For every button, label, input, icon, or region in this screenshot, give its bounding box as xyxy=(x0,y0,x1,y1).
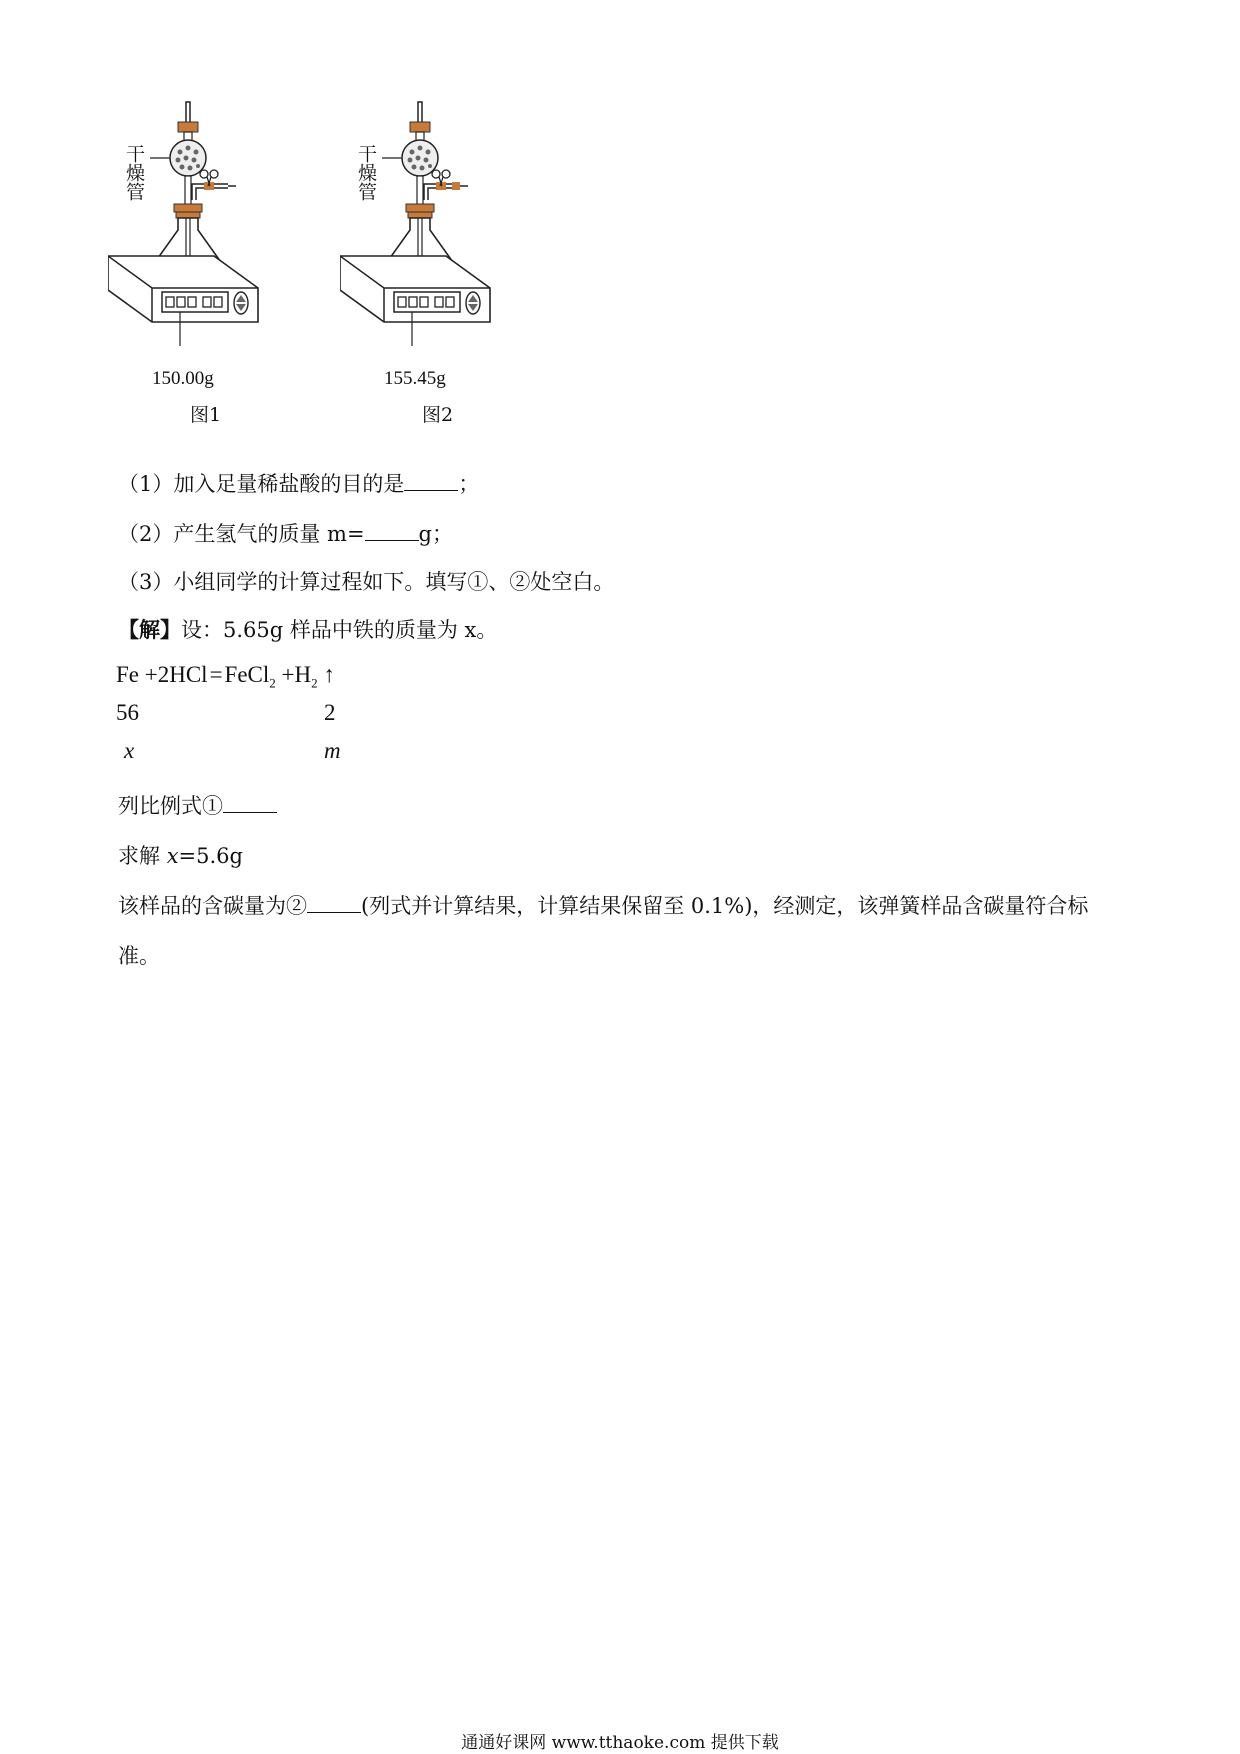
figure-1 xyxy=(108,100,308,440)
equation-h: +H xyxy=(281,662,312,687)
answer-blank xyxy=(307,894,361,913)
drying-tube-label: 干燥管 xyxy=(123,144,145,201)
equation-fecl-subscript: 2 xyxy=(269,675,276,691)
solution-setup-text: 设：5.65g 样品中铁的质量为 x。 xyxy=(181,618,498,642)
question-3: （3）小组同学的计算过程如下。填写①、②处空白。 xyxy=(118,570,615,594)
question-2 xyxy=(118,518,453,548)
apparatus-diagram-2 xyxy=(340,100,540,370)
mass-row-left: 56 xyxy=(116,700,139,725)
chemical-equation xyxy=(116,662,335,692)
proportion-text: 列比例式① xyxy=(118,794,223,818)
solve-prefix: 求解 xyxy=(118,844,167,868)
solve-value: =5.6g xyxy=(178,844,243,868)
solution-label: 【解】 xyxy=(118,617,181,642)
equation-h-subscript: 2 xyxy=(311,675,318,691)
mass-row-right: 2 xyxy=(324,700,336,725)
apparatus-diagram-1 xyxy=(108,100,308,370)
solve-line xyxy=(118,840,243,870)
answer-blank xyxy=(365,522,419,541)
solve-variable: x xyxy=(166,844,179,868)
equation-fecl: FeCl xyxy=(224,662,270,687)
carbon-content-continuation: 准。 xyxy=(118,944,160,968)
figure-2 xyxy=(340,100,540,440)
unknown-row-left: x xyxy=(124,738,135,763)
figure-caption: 图1 xyxy=(190,404,222,426)
drying-tube-label: 干燥管 xyxy=(355,144,377,201)
carbon-prefix: 该样品的含碳量为② xyxy=(118,894,307,918)
carbon-suffix: (列式并计算结果，计算结果保留至 0.1%)，经测定，该弹簧样品含碳量符合标 xyxy=(361,894,1089,918)
carbon-content-line xyxy=(118,890,1088,920)
answer-blank xyxy=(223,794,277,813)
question-1-text: （1）加入足量稀盐酸的目的是 xyxy=(118,472,405,496)
unknown-row-right: m xyxy=(324,738,341,763)
question-1 xyxy=(118,468,479,498)
question-2-text: （2）产生氢气的质量 m= xyxy=(118,522,365,546)
page-footer: 通通好课网 www.tthaoke.com 提供下载 xyxy=(461,1733,779,1753)
figure-caption: 图2 xyxy=(422,404,454,426)
balance-reading: 155.45g xyxy=(384,368,446,389)
question-1-suffix: ； xyxy=(458,472,480,496)
equation-fe: Fe xyxy=(116,662,139,687)
proportion-line xyxy=(118,790,277,820)
gas-arrow: ↑ xyxy=(323,662,335,687)
answer-blank xyxy=(404,472,458,491)
question-2-suffix: g； xyxy=(418,522,453,546)
balance-reading: 150.00g xyxy=(152,368,214,389)
equation-equals: = xyxy=(209,662,223,687)
solution-setup xyxy=(118,614,497,644)
equation-hcl: +2HCl xyxy=(144,662,208,687)
